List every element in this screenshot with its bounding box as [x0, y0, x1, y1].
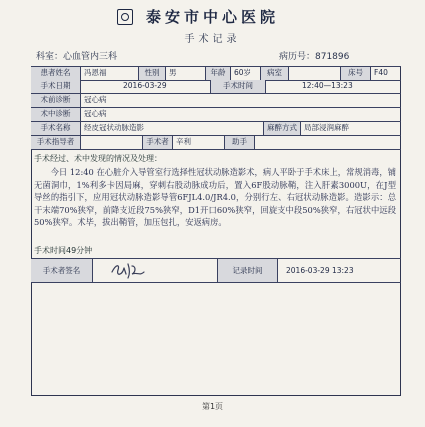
record-time-value: 2016-03-29 13:23	[286, 266, 354, 275]
surgery-date-label: 手术日期	[31, 80, 81, 93]
intraop-diagnosis-row	[31, 108, 401, 122]
anesthesia-value: 局部浸润麻醉	[304, 123, 349, 132]
patient-name-label: 患者姓名	[31, 67, 81, 80]
signature-row	[31, 258, 401, 283]
patient-name-value: 冯恩福	[81, 67, 139, 80]
surgeon-label: 手术者	[143, 136, 173, 149]
procedure-heading: 手术经过、术中发现的情况及处理：	[34, 154, 162, 163]
intraop-diagnosis-value: 冠心病	[84, 109, 107, 118]
assistant-label: 助手	[225, 136, 255, 149]
preop-diagnosis-value: 冠心病	[84, 95, 107, 104]
record-time-label: 记录时间	[218, 259, 278, 282]
anesthesia-label: 麻醉方式	[264, 122, 301, 135]
gender-value: 男	[166, 67, 206, 80]
handwritten-signature	[108, 258, 148, 280]
patient-info-row	[31, 66, 401, 81]
department-label: 科室：心血管内三科	[36, 52, 118, 62]
record-title: 手术记录	[184, 34, 241, 45]
hospital-name: 泰安市中心医院	[145, 8, 279, 26]
age-label: 年龄	[206, 67, 231, 80]
surgery-date-row	[31, 80, 401, 94]
surgery-duration: 手术时间49分钟	[34, 246, 93, 255]
intraop-diagnosis-label: 术中诊断	[31, 108, 81, 121]
surgery-name-label: 手术名称	[31, 122, 81, 135]
ward-value	[289, 67, 341, 80]
bed-label: 床号	[341, 67, 371, 80]
staff-row	[31, 136, 401, 150]
surgery-name-row	[31, 122, 401, 136]
bed-value: F40	[374, 68, 388, 77]
surgery-time-value: 12:40—13:23	[302, 81, 353, 90]
medical-record-number: 病历号：871896	[279, 52, 350, 62]
surgery-time-label: 手术时间	[211, 80, 266, 93]
surgeon-signature-label: 手术者签名	[31, 259, 93, 282]
guide-value	[81, 136, 143, 149]
page-number: 第1页	[201, 402, 224, 411]
ward-label: 病室	[261, 67, 289, 80]
surgery-date-value: 2016-03-29	[81, 80, 211, 93]
assistant-value	[255, 136, 401, 149]
surgeon-value: 辛利	[173, 136, 225, 149]
gender-label: 性别	[139, 67, 166, 80]
age-value: 60岁	[231, 67, 261, 80]
preop-diagnosis-label: 术前诊断	[31, 94, 81, 107]
preop-diagnosis-row	[31, 94, 401, 108]
procedure-narrative: 今日 12:40 在心脏介入导管室行选择性冠状动脉造影术，病人平卧于手术床上，常规消毒，铺无菌洞巾，1%利多卡因局麻，穿刺右股动脉成功后，置入6F股动脉鞘，注入肝素3000U，在J型导丝的指引下，应用冠状动脉造影导管6FJL4.0/JR4.0，分别行左、右冠状动脉造影。造影示：总干末端70%狭窄，前降支近段75%狭窄，D1开口60%狭窄，回旋支中段50%狭窄，右冠状中远段50%狭窄。术毕，拔出鞘管，加压包扎，安返病房。	[34, 167, 396, 227]
guide-label: 手术指导者	[31, 136, 81, 149]
surgery-name-value: 经皮冠状动脉造影	[81, 122, 264, 135]
